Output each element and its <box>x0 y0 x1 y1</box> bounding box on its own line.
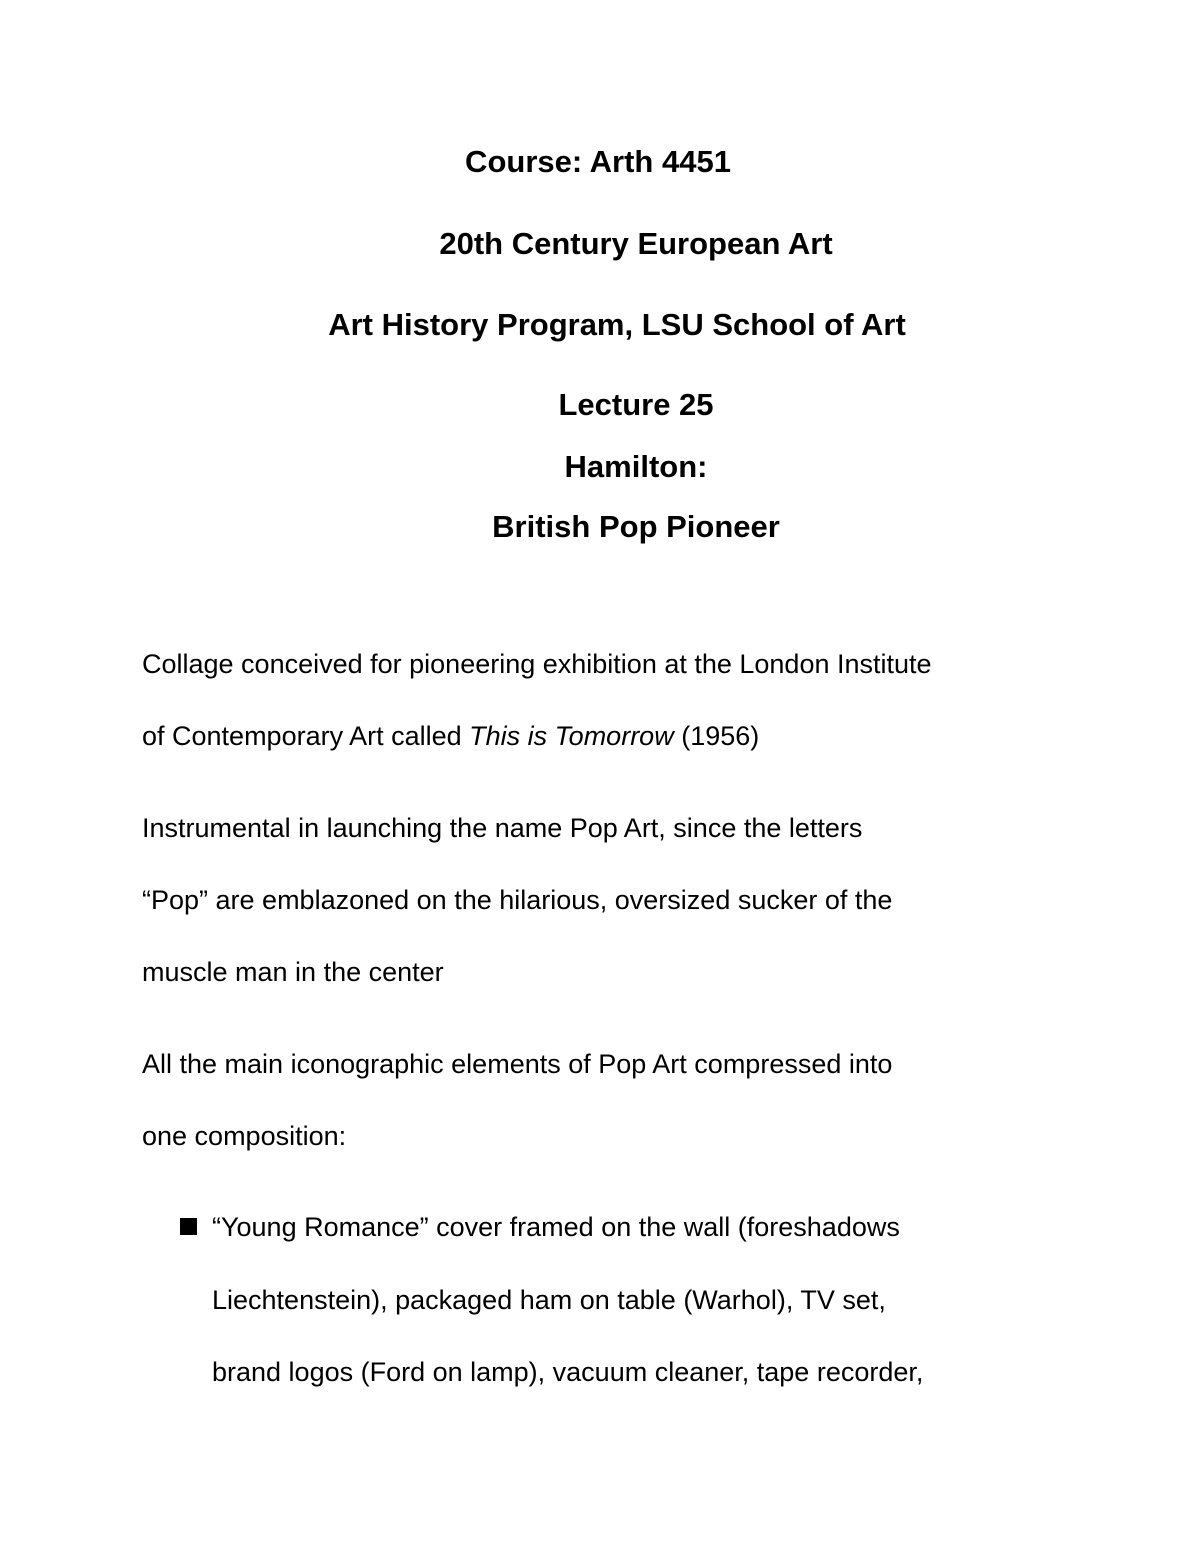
paragraph-2-line-1: Instrumental in launching the name Pop Art, since the letters <box>142 813 863 843</box>
text-run: (1956) <box>673 721 760 751</box>
paragraph-3-line-1: All the main iconographic elements of Pop Art compressed into <box>142 1049 893 1079</box>
bullet-1-line-2: Liechtenstein), packaged ham on table (Warhol), TV set, <box>212 1285 886 1315</box>
paragraph-2-line-2: “Pop” are emblazoned on the hilarious, oversized sucker of the <box>142 885 893 915</box>
program-name: Art History Program, LSU School of Art <box>328 307 906 342</box>
text-run: of Contemporary Art called <box>142 721 470 751</box>
exhibition-title: This is Tomorrow <box>469 721 674 751</box>
lecture-number: Lecture 25 <box>558 387 714 422</box>
topic-subtitle: British Pop Pioneer <box>492 509 780 544</box>
bullet-1-line-1: “Young Romance” cover framed on the wall (foreshadows <box>212 1212 900 1242</box>
paragraph-3-line-2: one composition: <box>142 1121 347 1151</box>
paragraph-1-line-1: Collage conceived for pioneering exhibition at the London Institute <box>142 649 932 679</box>
topic-artist: Hamilton: <box>564 449 708 484</box>
bullet-1-line-3: brand logos (Ford on lamp), vacuum cleaner, tape recorder, <box>212 1357 924 1387</box>
paragraph-1-line-2 <box>142 718 759 754</box>
paragraph-2-line-3: muscle man in the center <box>142 957 444 987</box>
course-title: 20th Century European Art <box>439 226 833 261</box>
course-code: Course: Arth 4451 <box>465 144 731 179</box>
square-bullet-icon <box>180 1218 197 1235</box>
